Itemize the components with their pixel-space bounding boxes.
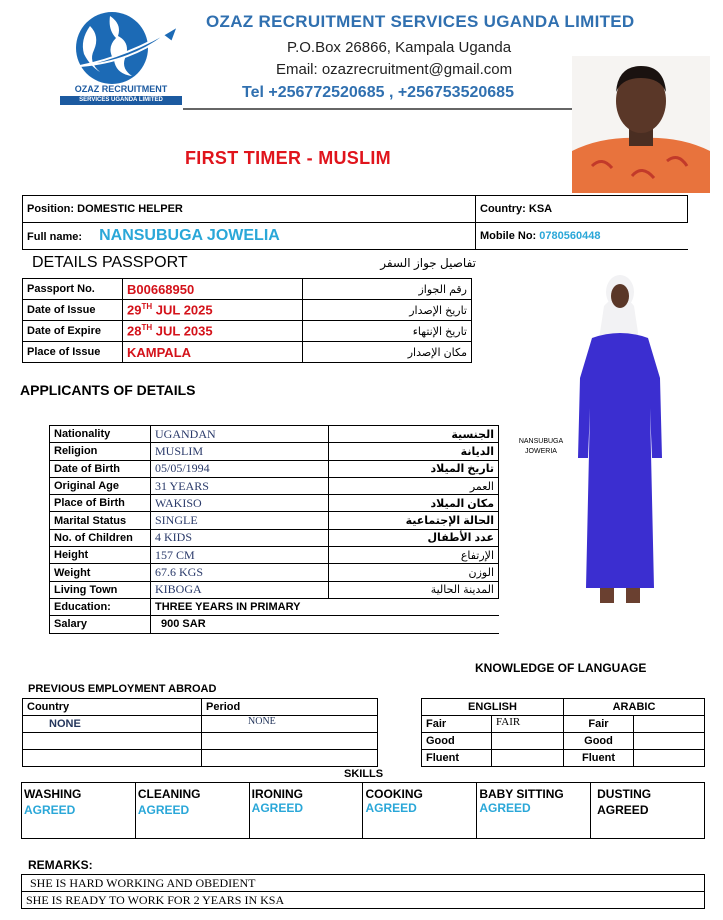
- applicant-value: UGANDAN: [151, 426, 329, 443]
- applicant-label-ar: الديانة: [329, 443, 499, 460]
- employment-period-header: Period: [202, 699, 378, 716]
- passport-value: 28TH JUL 2035: [123, 321, 303, 342]
- applicant-table: [49, 425, 499, 634]
- applicant-label: Nationality: [50, 426, 151, 443]
- language-table: [421, 698, 705, 767]
- remark-line: SHE IS READY TO WORK FOR 2 YEARS IN KSA: [22, 892, 705, 909]
- employment-row: [23, 750, 378, 767]
- skill-name: COOKING: [365, 787, 423, 801]
- employment-table: [22, 698, 378, 767]
- country-label: Country:: [480, 203, 526, 215]
- portrait-photo: [572, 56, 710, 193]
- applicant-label-ar: الإرتفاع: [329, 547, 499, 564]
- arabic-value: [634, 750, 705, 767]
- applicant-row: [50, 443, 499, 460]
- arabic-header: ARABIC: [564, 699, 705, 716]
- skills-table: [21, 782, 705, 839]
- english-level: Fluent: [422, 750, 492, 767]
- company-name: OZAZ RECRUITMENT SERVICES UGANDA LIMITED: [206, 12, 635, 31]
- applicant-row: [50, 564, 499, 581]
- company-logo: [60, 6, 184, 110]
- skill-cell: [591, 783, 705, 839]
- employment-heading: PREVIOUS EMPLOYMENT ABROAD: [28, 683, 217, 695]
- language-row: [422, 716, 705, 733]
- skill-name: WASHING: [24, 787, 82, 801]
- applicant-label: No. of Children: [50, 529, 151, 546]
- language-heading: KNOWLEDGE OF LANGUAGE: [475, 661, 647, 675]
- skill-cell: [22, 783, 136, 839]
- mobile-value: 0780560448: [539, 230, 601, 242]
- passport-heading: DETAILS PASSPORT: [32, 254, 188, 271]
- remark-row: [22, 875, 705, 892]
- applicant-label: Date of Birth: [50, 460, 151, 477]
- employment-row: [23, 733, 378, 750]
- employment-country: NONE: [23, 716, 202, 733]
- logo-subtext: SERVICES UGANDA LIMITED: [60, 96, 182, 105]
- applicant-label: Original Age: [50, 477, 151, 494]
- language-row: [422, 733, 705, 750]
- passport-table: [22, 278, 472, 363]
- passport-heading-ar: تفاصيل جواز السفر: [380, 256, 476, 270]
- applicant-heading: APPLICANTS OF DETAILS: [20, 382, 196, 398]
- arabic-value: [634, 716, 705, 733]
- applicant-label-ar: الجنسية: [329, 426, 499, 443]
- passport-value: B00668950: [123, 279, 303, 300]
- applicant-value: 157 CM: [151, 547, 329, 564]
- skill-name: DUSTING: [597, 787, 652, 801]
- arabic-value: [634, 733, 705, 750]
- applicant-value: SINGLE: [151, 512, 329, 529]
- education-label: Education:: [50, 598, 151, 615]
- language-row: [422, 750, 705, 767]
- arabic-level: Good: [564, 733, 634, 750]
- employment-period: NONE: [202, 716, 378, 733]
- applicant-label: Place of Birth: [50, 495, 151, 512]
- passport-label: Passport No.: [23, 279, 123, 300]
- page-title: FIRST TIMER - MUSLIM: [185, 148, 391, 168]
- company-email: Email: ozazrecruitment@gmail.com: [276, 61, 513, 78]
- passport-label-ar: تاريخ الإنتهاء: [303, 321, 472, 342]
- passport-label: Date of Expire: [23, 321, 123, 342]
- skill-cell: [477, 783, 591, 839]
- applicant-label: Height: [50, 547, 151, 564]
- english-value: [492, 750, 564, 767]
- employment-country-header: Country: [23, 699, 202, 716]
- applicant-label-ar: عدد الأطفال: [329, 529, 499, 546]
- passport-label-ar: تاريخ الإصدار: [303, 300, 472, 321]
- company-address: P.O.Box 26866, Kampala Uganda: [287, 39, 512, 56]
- remark-row: [22, 892, 705, 909]
- passport-label-ar: مكان الإصدار: [303, 342, 472, 363]
- english-level: Good: [422, 733, 492, 750]
- salary-value: 900 SAR: [151, 616, 499, 633]
- applicant-row: [50, 547, 499, 564]
- photo-caption: NANSUBUGA JOWERIA: [518, 438, 564, 455]
- applicant-label-ar: الحالة الإجتماعية: [329, 512, 499, 529]
- english-level: Fair: [422, 716, 492, 733]
- skill-value: AGREED: [365, 801, 417, 815]
- applicant-value: 67.6 KGS: [151, 564, 329, 581]
- salary-row: [50, 616, 499, 633]
- applicant-label: Religion: [50, 443, 151, 460]
- applicant-row: [50, 581, 499, 598]
- position-value: DOMESTIC HELPER: [77, 203, 183, 215]
- applicant-label: Marital Status: [50, 512, 151, 529]
- skill-value: AGREED: [24, 803, 76, 817]
- skill-name: CLEANING: [137, 787, 201, 801]
- employment-country: [23, 750, 202, 767]
- passport-row: [23, 321, 472, 342]
- applicant-label: Living Town: [50, 581, 151, 598]
- fullname-label: Full name:: [27, 231, 83, 243]
- position-label: Position:: [27, 203, 75, 215]
- applicant-row: [50, 512, 499, 529]
- skill-name: IRONING: [251, 787, 303, 801]
- remarks-table: [21, 874, 705, 909]
- education-value: THREE YEARS IN PRIMARY: [151, 598, 499, 615]
- employment-country: [23, 733, 202, 750]
- applicant-row: [50, 426, 499, 443]
- position-cell: [23, 196, 476, 223]
- country-value: KSA: [528, 203, 553, 215]
- passport-label: Place of Issue: [23, 342, 123, 363]
- skills-heading: SKILLS: [344, 768, 384, 780]
- applicant-label-ar: الوزن: [329, 564, 499, 581]
- applicant-label-ar: العمر: [329, 477, 499, 494]
- applicant-value: KIBOGA: [151, 581, 329, 598]
- fullname-value: NANSUBUGA JOWELIA: [99, 227, 280, 244]
- skill-value: AGREED: [479, 801, 531, 815]
- applicant-value: 31 YEARS: [151, 477, 329, 494]
- country-cell: [476, 196, 688, 223]
- passport-row: [23, 300, 472, 321]
- applicant-row: [50, 477, 499, 494]
- applicant-label: Weight: [50, 564, 151, 581]
- english-header: ENGLISH: [422, 699, 564, 716]
- position-table: [22, 195, 688, 250]
- remark-line: SHE IS HARD WORKING AND OBEDIENT: [22, 875, 705, 892]
- passport-value: KAMPALA: [123, 342, 303, 363]
- skill-cell: [249, 783, 363, 839]
- employment-period: [202, 750, 378, 767]
- passport-value: 29TH JUL 2025: [123, 300, 303, 321]
- applicant-value: 05/05/1994: [151, 460, 329, 477]
- applicant-value: WAKISO: [151, 495, 329, 512]
- skill-value: AGREED: [137, 803, 190, 817]
- passport-row: [23, 279, 472, 300]
- english-value: [492, 733, 564, 750]
- skill-cell: [135, 783, 249, 839]
- full-body-photo: [570, 268, 670, 608]
- logo-text: OZAZ RECRUITMENT: [74, 84, 168, 94]
- remarks-heading: REMARKS:: [28, 858, 93, 872]
- arabic-level: Fluent: [564, 750, 634, 767]
- education-row: [50, 598, 499, 615]
- passport-row: [23, 342, 472, 363]
- employment-period: [202, 733, 378, 750]
- applicant-row: [50, 529, 499, 546]
- mobile-label: Mobile No:: [480, 230, 537, 242]
- arabic-level: Fair: [564, 716, 634, 733]
- applicant-value: 4 KIDS: [151, 529, 329, 546]
- company-tel: Tel +256772520685 , +256753520685: [242, 84, 514, 101]
- applicant-label-ar: مكان الميلاد: [329, 495, 499, 512]
- applicant-row: [50, 495, 499, 512]
- globe-icon: [60, 6, 184, 86]
- skill-value: AGREED: [251, 801, 303, 815]
- employment-row: [23, 716, 378, 733]
- skill-name: BABY SITTING: [479, 787, 564, 801]
- skill-value: AGREED: [597, 803, 649, 817]
- skill-cell: [363, 783, 477, 839]
- applicant-label-ar: المدينة الحالية: [329, 581, 499, 598]
- english-value: FAIR: [492, 716, 564, 733]
- passport-label-ar: رقم الجواز: [303, 279, 472, 300]
- applicant-label-ar: تاريخ الميلاد: [329, 460, 499, 477]
- mobile-cell: [476, 223, 688, 250]
- fullname-cell: [23, 223, 476, 250]
- header-divider: [183, 108, 574, 110]
- salary-label: Salary: [50, 616, 151, 633]
- applicant-row: [50, 460, 499, 477]
- applicant-value: MUSLIM: [151, 443, 329, 460]
- passport-label: Date of Issue: [23, 300, 123, 321]
